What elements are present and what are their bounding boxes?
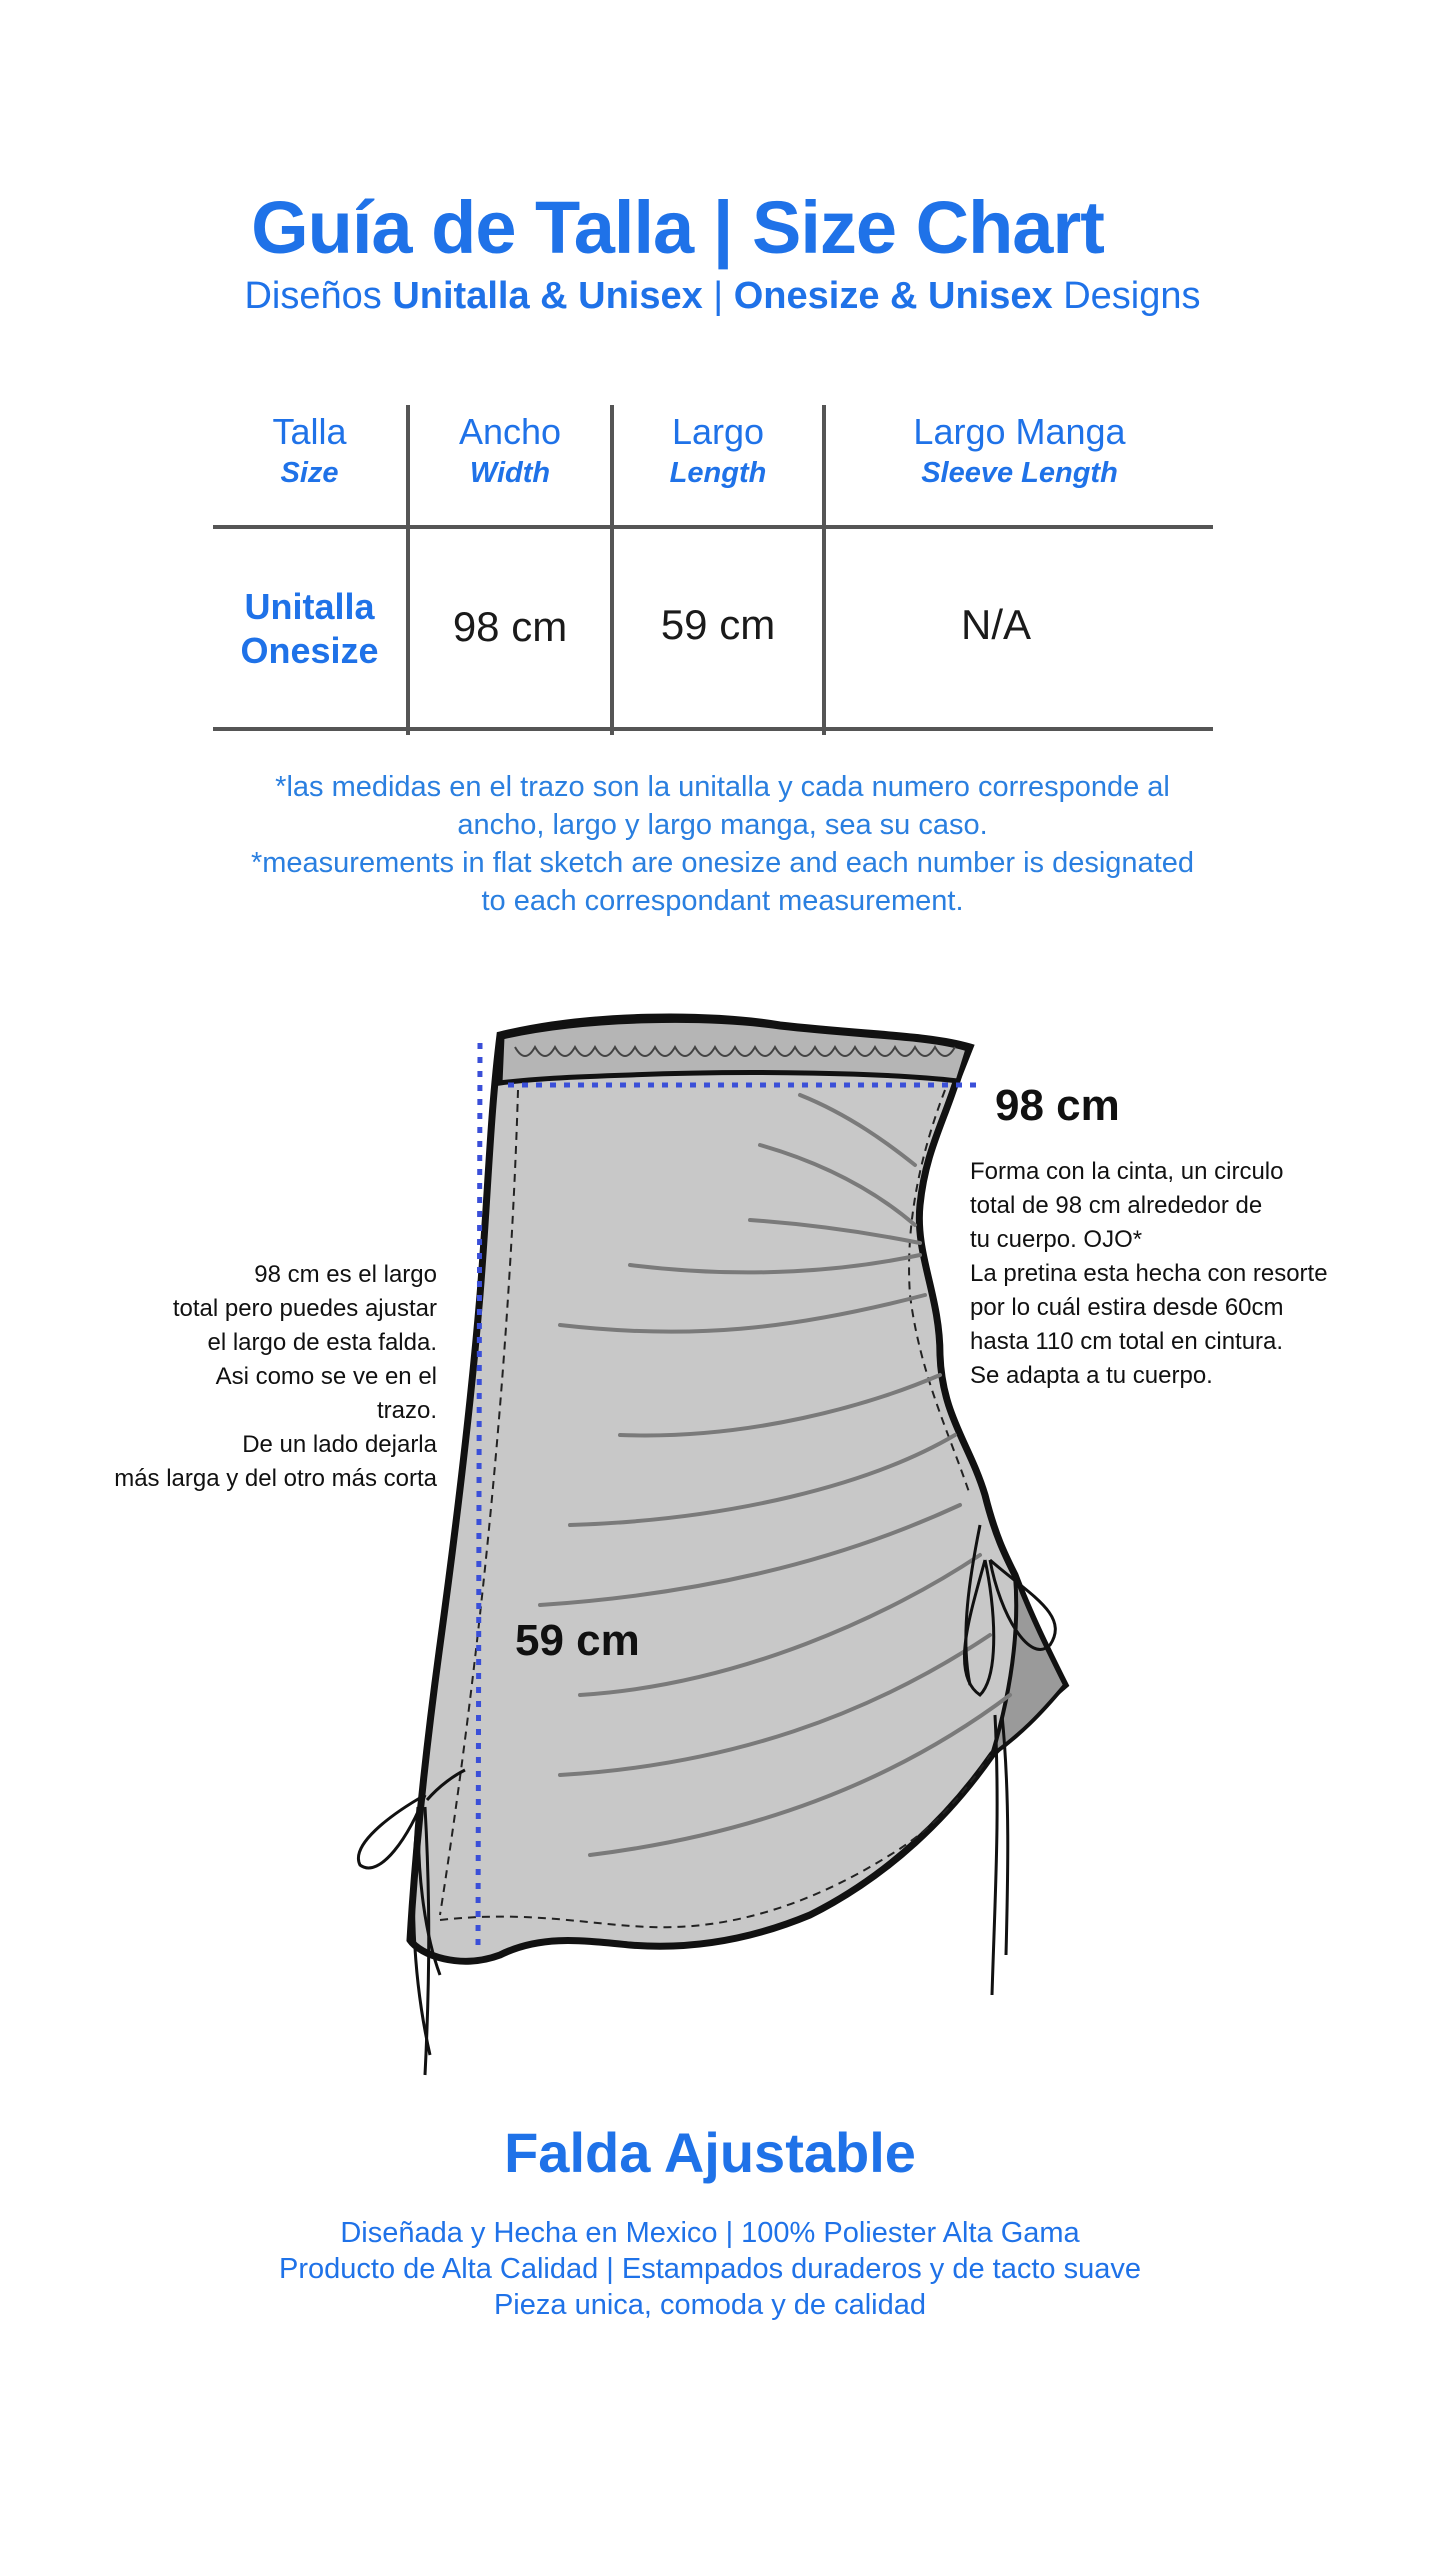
header-sub: Width — [469, 457, 551, 489]
header-main: Largo Manga — [913, 411, 1126, 452]
header-main: Ancho — [458, 411, 562, 452]
page-subtitle — [0, 275, 1445, 318]
cell-width-value: 98 cm — [452, 603, 568, 650]
row-label-line2: Onesize — [240, 630, 379, 671]
length-adjust-note — [40, 1258, 437, 1496]
left-note-line: el largo de esta falda. — [207, 1329, 437, 1356]
right-note-line: Forma con la cinta, un circulo — [970, 1158, 1284, 1185]
table-header-width — [410, 411, 610, 490]
note-line-4: to each correspondant measurement. — [481, 885, 964, 917]
left-note-line: 98 cm es el largo — [254, 1261, 437, 1288]
subtitle-post: Designs — [1052, 275, 1201, 317]
product-detail-line-1: Diseñada y Hecha en Mexico | 100% Poliester Alta Gama — [340, 2217, 1080, 2249]
product-details — [0, 2215, 1420, 2323]
left-note-line: más larga y del otro más corta — [114, 1465, 437, 1492]
size-table — [213, 405, 1213, 735]
product-name: Falda Ajustable — [504, 2121, 916, 2184]
table-divider-bottom — [213, 727, 1213, 731]
product-detail-line-2: Producto de Alta Calidad | Estampados duraderos y de tacto suave — [279, 2253, 1141, 2285]
header-main: Largo — [671, 411, 765, 452]
header-sub: Sleeve Length — [921, 457, 1118, 489]
left-note-line: trazo. — [376, 1397, 437, 1424]
right-note-line: por lo cuál estira desde 60cm — [970, 1294, 1284, 1321]
right-note-line: La pretina esta hecha con resorte — [970, 1260, 1328, 1287]
note-line-3: *measurements in flat sketch are onesize and each number is designated — [250, 847, 1195, 879]
row-label-onesize — [213, 585, 406, 673]
header-main: Talla — [272, 411, 347, 452]
subtitle-separator: | — [702, 275, 734, 317]
subtitle-bold-unitalla: Unitalla & Unisex — [392, 275, 703, 317]
table-divider-header — [213, 525, 1213, 529]
right-note-line: Se adapta a tu cuerpo. — [970, 1362, 1213, 1389]
measurement-notes — [120, 768, 1325, 920]
cell-length-value: 59 cm — [660, 601, 776, 648]
header-sub: Length — [669, 457, 767, 489]
cell-sleeve-value: N/A — [960, 601, 1031, 648]
table-header-sleeve — [826, 411, 1213, 490]
left-note-line: De un lado dejarla — [242, 1431, 437, 1458]
header-sub: Size — [280, 457, 339, 489]
product-detail-line-3: Pieza unica, comoda y de calidad — [493, 2289, 927, 2321]
length-measure-line — [478, 1043, 480, 1950]
subtitle-bold-onesize: Onesize & Unisex — [733, 275, 1053, 317]
note-line-2: ancho, largo y largo manga, sea su caso. — [457, 809, 988, 841]
table-header-size — [213, 411, 406, 490]
waistband-note — [970, 1155, 1410, 1393]
left-note-line: Asi como se ve en el — [215, 1363, 437, 1390]
subtitle-pre: Diseños — [244, 275, 393, 317]
note-line-1: *las medidas en el trazo son la unitalla y cada numero corresponde al — [275, 771, 1170, 803]
right-note-line: total de 98 cm alrededor de — [970, 1192, 1263, 1219]
left-note-line: total pero puedes ajustar — [172, 1295, 437, 1322]
right-note-line: tu cuerpo. OJO* — [970, 1226, 1143, 1253]
skirt-body — [410, 1017, 1065, 1961]
length-measure-label: 59 cm — [515, 1616, 640, 1665]
width-measure-label: 98 cm — [995, 1081, 1120, 1130]
row-label-line1: Unitalla — [244, 586, 375, 627]
table-header-length — [614, 411, 822, 490]
right-note-line: hasta 110 cm total en cintura. — [970, 1328, 1284, 1355]
page-title: Guía de Talla | Size Chart — [251, 186, 1104, 269]
